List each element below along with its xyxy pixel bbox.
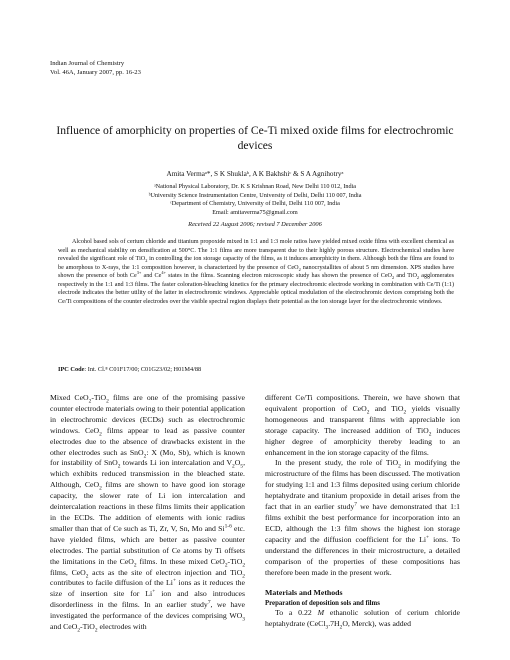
- body-column-right: [265, 393, 460, 630]
- ipc-code-line: [58, 366, 201, 373]
- subsection-heading-sols: Preparation of deposition sols and films: [265, 600, 380, 608]
- journal-volume: Vol. 46A, January 2007, pp. 16-23: [50, 68, 141, 76]
- section-heading-materials: Materials and Methods: [265, 588, 343, 598]
- journal-header: [50, 60, 141, 77]
- methods-paragraph-1: To a 0.22 M ethanolic solution of cerium chloride heptahydrate ($CeCl_3.7H_2O$, Merck), was added: [265, 608, 460, 631]
- received-dates: Received 22 August 2006; revised 7 December 2006: [188, 221, 322, 228]
- affiliation-c: ᶜDepartment of Chemistry, University of Delhi, Delhi 110 007, India: [170, 200, 340, 208]
- affiliation-a: ᵃNational Physical Laboratory, Dr. K S Krishnan Road, New Delhi 110 012, India: [153, 183, 357, 190]
- affiliations: [50, 183, 460, 217]
- ipc-code-label: IPC Code: [58, 366, 85, 373]
- abstract: Alcohol based sols of cerium chloride and titanium propoxide mixed in 1:1 and 1:3 mole ratios have yielded mixed oxide films with excellent chemical as well as mechanical stability on densification at 500°C. The 1:1 films are more transparent due to their highly porous structure. Electrochemical studies have revealed the significant role of TiO$_2$ in controlling the ion storage capacity of the films, as it induces amorphicity in them. Although both the films are found to be amorphous to X-rays, the 1:1 composition however, is characterized by the presence of CeO$_2$ nanocrystallites of about 5 nm dimension. XPS studies have shown the presence of both $Ce^{3+}$ and $Ce^{4+}$ states in the films. Scanning electron microscopic study has shown the presence of CeO$_2$ and TiO$_2$ agglomerates respectively in the 1:1 and 1:3 films. The faster coloration-bleaching kinetics for the primary electrochromic electrode working in combination with Ce/Ti (1:1) electrode indicates the better utility of the latter in electrochromic windows. Appreciable optical modulation of the electrochromic devices comprising both the Ce/Ti compositions of the counter electrodes over the visible spectral region displays their potential as the ion storage layer for the electrochromic windows.: [58, 239, 455, 305]
- intro-paragraph-1: Mixed CeO$_2$-TiO$_2$ films are one of the promising passive counter electrode materials owing to their potential application in electrochromic devices (ECDs) such as electrochromic windows. CeO$_2$ films appear to lead as passive counter electrodes due to the absence of drawbacks existent in the other electrodes such as SnO$_2$: X (Mo, Sb), which is known for instability of SnO$_2$ towards Li ion intercalation and $V_2O_5$, which exhibits reduced transmission in the bleached state. Although, CeO$_2$ films are shown to have good ion storage capacity, the slower rate of Li ion intercalation and deintercalation reactions in these films limits their application in the ECDs. The addition of elements with ionic radius smaller than that of Ce such as Ti, Zr, V, Sn, Mo and Si$^{1-6}$ etc. have yielded films, which are better as passive counter electrodes. The partial substitution of Ce atoms by Ti offsets the limitations in the CeO$_2$ films. In these mixed CeO$_2$-TiO$_2$ films, CeO$_2$ acts as the site of electron injection and TiO$_2$ contributes to facile diffusion of the Li+ ions as it reduces the size of insertion site for Li+ ion and also introduces disorderliness in the films. In an earlier study$^7$, we have investigated the performance of the devices comprising $WO_3$ and CeO$_2$-TiO$_2$ electrodes with: [50, 393, 246, 634]
- intro-paragraph-2: In the present study, the role of TiO$_2$ in modifying the microstructure of the films has been discussed. The motivation for studying 1:1 and 1:3 films deposited using cerium chloride heptahydrate and titanium propoxide in detail arises from the fact that in an earlier study$^7$ we have demonstrated that 1:1 films exhibit the best performance for incorporation into an ECD, although the 1:3 film shows the highest ion storage capacity and the diffusion coefficient for the Li+ ions. To understand the differences in their microstructure, a detailed comparison of the properties of these compositions has therefore been made in the present work.: [265, 458, 460, 577]
- author-list: Amita Vermaᵃ*, S K Shuklaᵇ, A K Bakhshiᶜ & S A Agnihotryᵃ: [166, 170, 344, 178]
- paper-title: Influence of amorphicity on properties of Ce-Ti mixed oxide films for electrochromic devices: [56, 124, 454, 152]
- author-email: Email: amitaverma75@gmail.com: [212, 208, 298, 216]
- journal-name: Indian Journal of Chemistry: [50, 60, 125, 67]
- intro-paragraph-1-cont: different Ce/Ti compositions. Therein, we have shown that equivalent proportion of CeO$_2$ and TiO$_2$ yields visually homogeneous and transparent films with appreciable ion storage capacity. The increased addition of TiO$_2$ induces higher degree of amorphicity thereby leading to an enhancement in the ion storage capacity of the films.: [265, 393, 460, 457]
- body-column-left: [50, 393, 245, 633]
- ipc-code-values: : Int. Cl.⁸ C01F17/00; C01G23/02; H01M4/88: [84, 366, 202, 373]
- affiliation-b: ᵇUniversity Science Instrumentation Centre, University of Delhi, Delhi 110 007, India: [148, 191, 362, 199]
